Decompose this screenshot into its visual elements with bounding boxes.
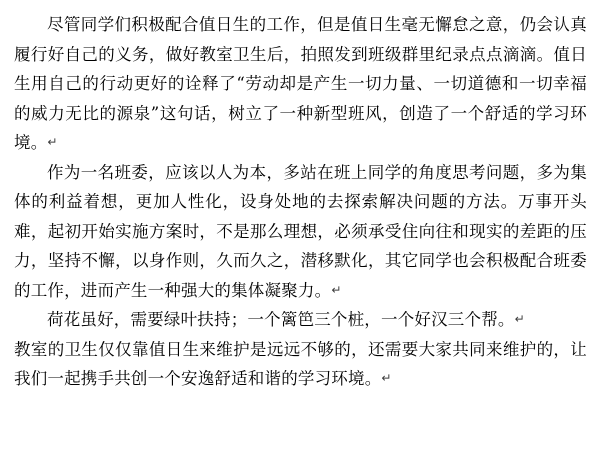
paragraph-mark: ↵	[331, 282, 342, 297]
paragraph-mark: ↵	[47, 135, 58, 149]
document-paragraph	[14, 158, 587, 306]
document-paragraph	[14, 335, 587, 394]
paragraph-text: 尽管同学们积极配合值日生的工作，但是值日生毫无懈怠之意，仍会认真履行好自己的义务，做好教室卫生后，拍照发到班级群里纪录点点滴滴。值日生用自己的行动更好的诠释了“劳动却是产生一切力量、一切道德和一切幸福的威力无比的源泉”这句话，树立了一种新型班风，创造了一个舒适的学习环境。	[14, 15, 587, 152]
paragraph-text: 荷花虽好，需要绿叶扶持；一个篱笆三个桩，一个好汉三个帮。	[47, 310, 515, 329]
paragraph-mark: ↵	[514, 312, 525, 326]
document-paragraph	[14, 10, 587, 158]
document-paragraph	[14, 305, 587, 335]
paragraph-text: 作为一名班委，应该以人为本，多站在班上同学的角度思考问题，多为集体的利益着想，更加人性化，设身处地的去探索解决问题的方法。万事开头难，起初开始实施方案时，不是那么理想，必须承受住向往和现实的差距的压力，坚持不懈，以身作则，久而久之，潜移默化，其它同学也会积极配合班委的工作，进而产生一种强大的集体凝聚力。	[14, 162, 587, 300]
paragraph-mark: ↵	[381, 371, 392, 385]
paragraph-text: 教室的卫生仅仅靠值日生来维护是远远不够的，还需要大家共同来维护的，让我们一起携手共创一个安逸舒适和谐的学习环境。	[14, 339, 587, 388]
document-body	[14, 10, 587, 394]
